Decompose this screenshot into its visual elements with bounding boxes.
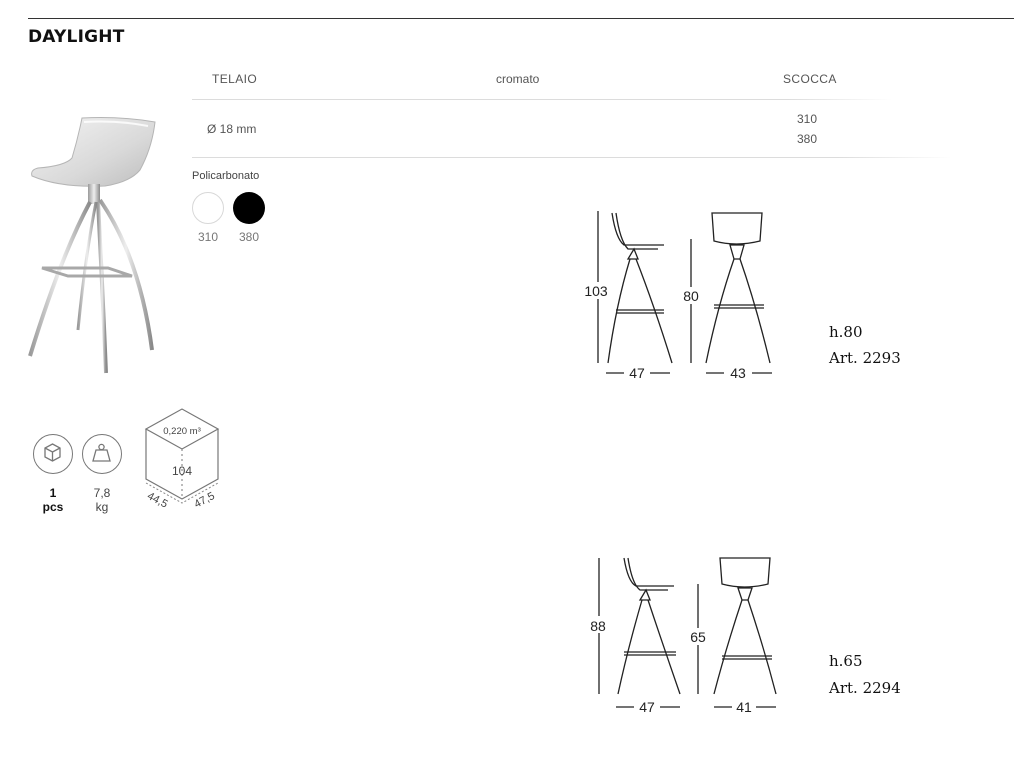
dim-side-width-h65: 47 xyxy=(639,699,655,715)
shell-code-1: 310 xyxy=(797,112,818,126)
swatch-code-310: 310 xyxy=(197,230,219,244)
color-swatch-380[interactable] xyxy=(233,192,265,224)
package-icon-wrap xyxy=(33,434,73,474)
product-photo xyxy=(20,108,165,378)
swatch-code-380: 380 xyxy=(238,230,260,244)
top-divider xyxy=(28,18,1014,19)
weight-icon xyxy=(83,435,120,472)
box-dimensions-diagram xyxy=(138,405,228,517)
drawing-model-h65 xyxy=(584,552,794,722)
box-height: 104 xyxy=(171,464,193,478)
dim-side-width-h80: 47 xyxy=(629,365,645,381)
weight-value: 7,8 xyxy=(93,486,111,500)
model-label-h65: h.65 xyxy=(829,652,863,670)
dim-front-width-h65: 41 xyxy=(736,699,752,715)
color-swatch-310[interactable] xyxy=(192,192,224,224)
dim-front-width-h80: 43 xyxy=(730,365,746,381)
drawing-model-h80 xyxy=(578,205,788,385)
header-shell: SCOCCA xyxy=(783,72,837,86)
dim-seat-height-h65: 65 xyxy=(690,629,706,645)
box-depth: 47,5 xyxy=(192,490,217,511)
cube-icon xyxy=(34,435,71,472)
frame-diameter: Ø 18 mm xyxy=(207,122,257,136)
article-number-h65: Art. 2294 xyxy=(829,679,901,697)
dim-seat-height-h80: 80 xyxy=(683,288,699,304)
weight-unit: kg xyxy=(95,500,109,514)
pieces-value: 1 xyxy=(49,486,57,500)
page-title: DAYLIGHT xyxy=(28,27,125,47)
header-frame: TELAIO xyxy=(212,72,258,86)
pieces-unit: pcs xyxy=(42,500,64,514)
table-rule-bottom xyxy=(192,157,952,158)
shell-code-2: 380 xyxy=(797,132,818,146)
material-label: Policarbonato xyxy=(192,170,260,182)
dim-total-height-h65: 88 xyxy=(590,618,606,634)
dim-total-height-h80: 103 xyxy=(584,283,608,299)
box-volume: 0,220 m³ xyxy=(163,426,201,437)
box-width: 44,5 xyxy=(145,490,170,511)
table-rule-top xyxy=(192,99,892,100)
header-finish: cromato xyxy=(496,72,540,86)
article-number-h80: Art. 2293 xyxy=(829,349,901,367)
model-label-h80: h.80 xyxy=(829,323,863,341)
weight-icon-wrap xyxy=(82,434,122,474)
